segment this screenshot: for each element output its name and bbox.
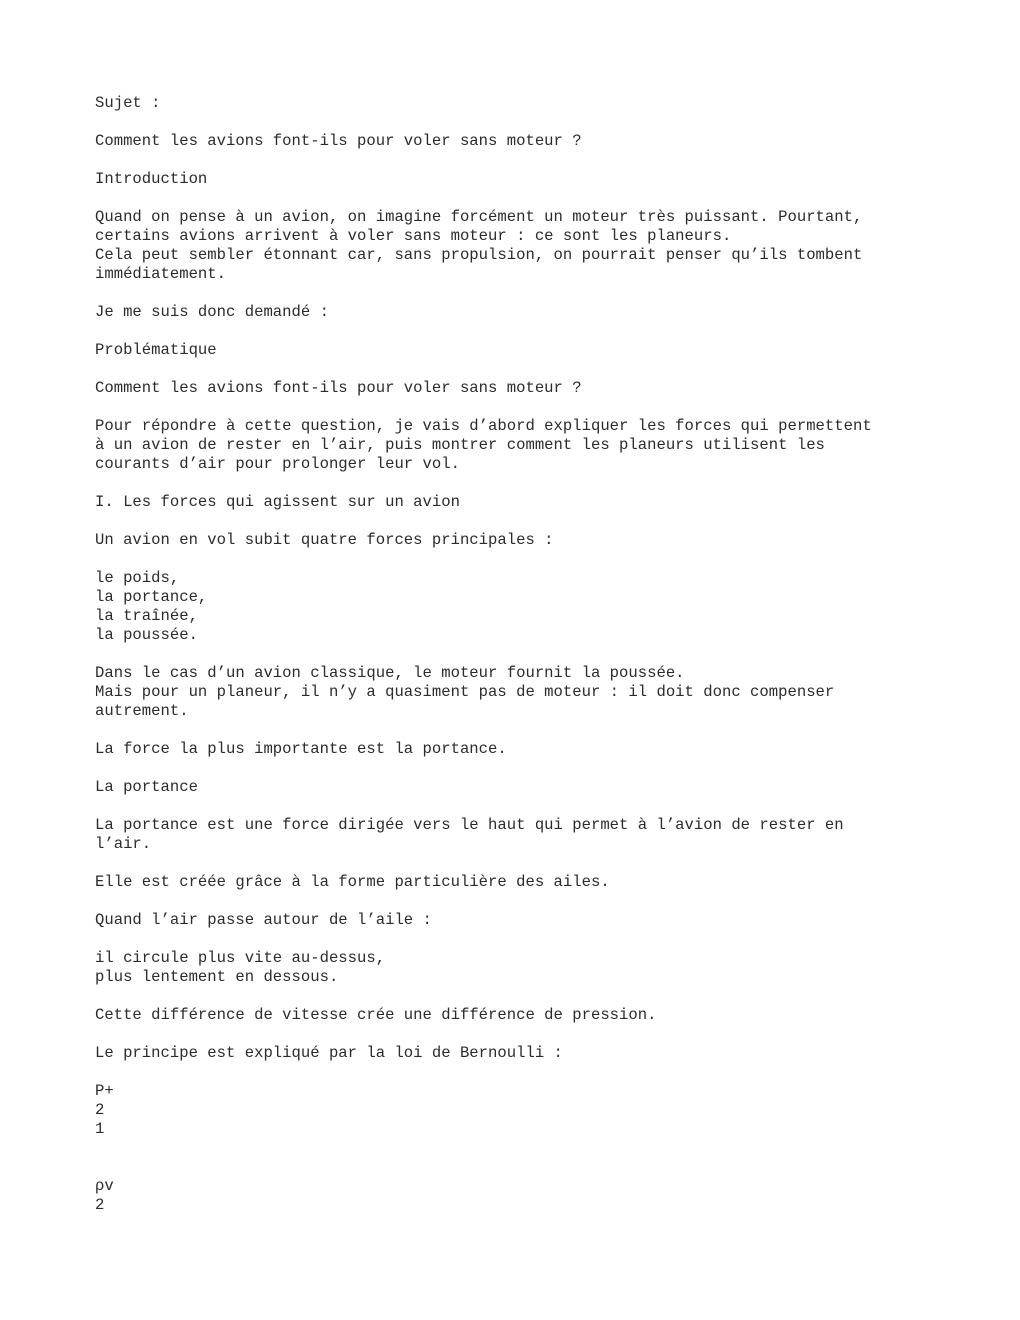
problematique-question: Comment les avions font-ils pour voler sans moteur ? [95, 379, 582, 397]
intro-line: Cela peut sembler étonnant car, sans propulsion, on pourrait penser qu’ils tombent [95, 246, 863, 264]
bernoulli-intro: Le principe est expliqué par la loi de Bernoulli : [95, 1044, 563, 1062]
formula-line: 1 [95, 1120, 105, 1138]
portance-ailes: Elle est créée grâce à la forme particulière des ailes. [95, 873, 610, 891]
formula-line: 2 [95, 1196, 105, 1214]
force-importante: La force la plus importante est la portance. [95, 740, 507, 758]
air-intro: Quand l’air passe autour de l’aile : [95, 911, 432, 929]
intro-heading: Introduction [95, 170, 208, 188]
forces-list-item: le poids, [95, 569, 180, 587]
forces-list-item: la traînée, [95, 607, 198, 625]
portance-heading: La portance [95, 778, 198, 796]
plan-line: courants d’air pour prolonger leur vol. [95, 455, 460, 473]
formula-line: P+ [95, 1082, 114, 1100]
portance-def-line: La portance est une force dirigée vers le haut qui permet à l’avion de rester en [95, 816, 844, 834]
moteur-line: Mais pour un planeur, il n’y a quasiment pas de moteur : il doit donc compenser [95, 683, 835, 701]
formula-line: ρv [95, 1177, 114, 1195]
sujet-question: Comment les avions font-ils pour voler sans moteur ? [95, 132, 582, 150]
portance-def-line: l’air. [95, 835, 152, 853]
problematique-heading: Problématique [95, 341, 217, 359]
formula-line: 2 [95, 1101, 105, 1119]
intro-line: immédiatement. [95, 265, 227, 283]
difference-text: Cette différence de vitesse crée une différence de pression. [95, 1006, 657, 1024]
demande-text: Je me suis donc demandé : [95, 303, 329, 321]
moteur-line: Dans le cas d’un avion classique, le moteur fournit la poussée. [95, 664, 685, 682]
forces-intro: Un avion en vol subit quatre forces principales : [95, 531, 554, 549]
air-list-item: plus lentement en dessous. [95, 968, 339, 986]
sujet-label: Sujet : [95, 94, 161, 112]
section1-heading: I. Les forces qui agissent sur un avion [95, 493, 460, 511]
forces-list-item: la poussée. [95, 626, 198, 644]
document-page [95, 94, 995, 1215]
intro-line: certains avions arrivent à voler sans moteur : ce sont les planeurs. [95, 227, 732, 245]
plan-line: Pour répondre à cette question, je vais d’abord expliquer les forces qui permettent [95, 417, 872, 435]
air-list-item: il circule plus vite au-dessus, [95, 949, 386, 967]
intro-line: Quand on pense à un avion, on imagine forcément un moteur très puissant. Pourtant, [95, 208, 863, 226]
plan-line: à un avion de rester en l’air, puis montrer comment les planeurs utilisent les [95, 436, 825, 454]
forces-list-item: la portance, [95, 588, 208, 606]
moteur-line: autrement. [95, 702, 189, 720]
